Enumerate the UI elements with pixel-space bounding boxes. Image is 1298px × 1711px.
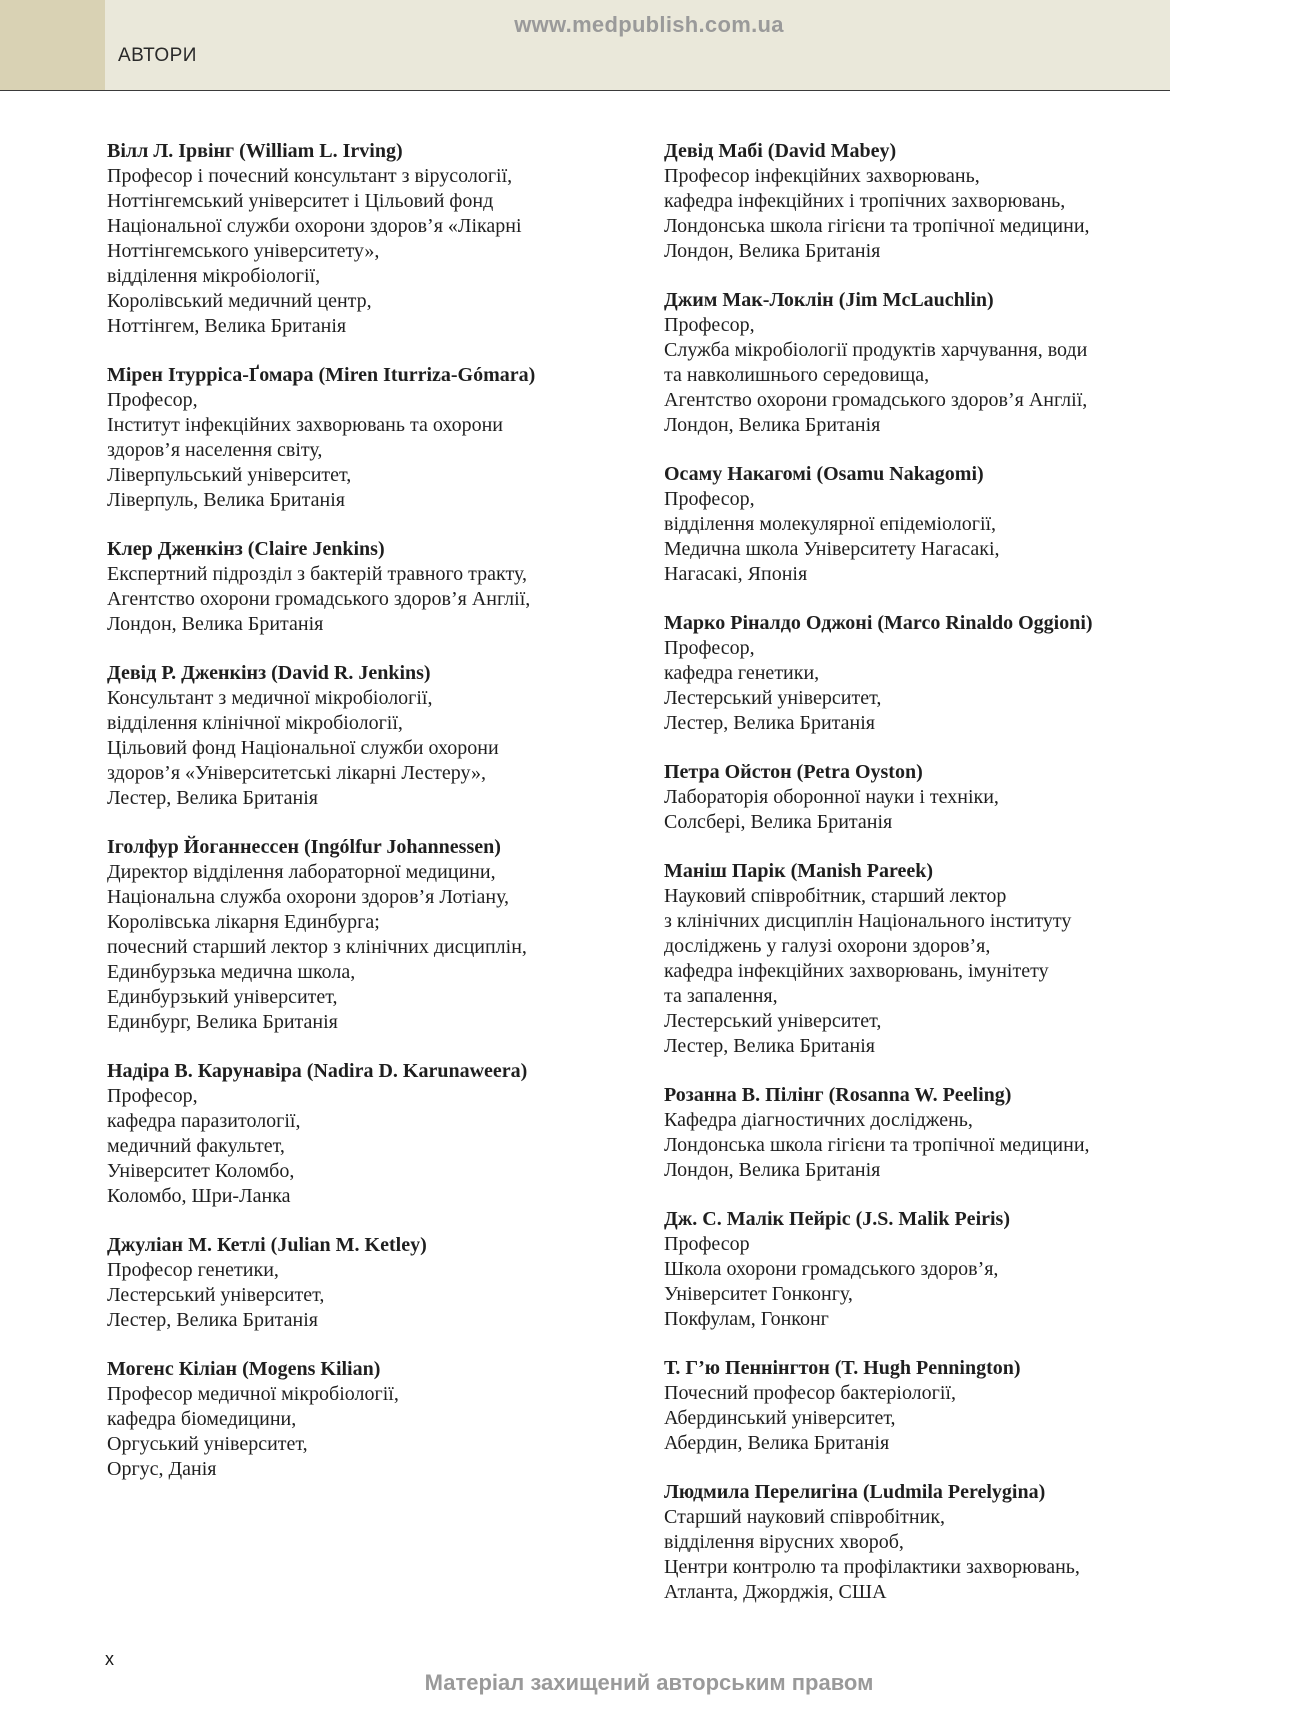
author-name: Розанна В. Пілінг (Rosanna W. Peeling) [664,1084,1012,1106]
author-affiliation-line: Королівський медичний центр, [107,290,372,312]
author-entry [664,611,1184,736]
author-affiliation-line: Агентство охорони громадського здоров’я Англії, [107,588,531,610]
author-name: Іголфур Йоганнессен (Ingólfur Johannessen) [107,836,501,858]
author-affiliation-line: Агентство охорони громадського здоров’я Англії, [664,389,1088,411]
author-affiliation-line: Професор інфекційних захворювань, [664,165,980,187]
author-affiliation-line: Лестерський університет, [664,1010,882,1032]
author-name: Осаму Накагомі (Osamu Nakagomi) [664,463,984,485]
author-affiliation-line: відділення молекулярної епідеміології, [664,513,997,535]
author-name: Петра Ойстон (Petra Oyston) [664,761,923,783]
author-affiliation-line: Оргуський університет, [107,1433,308,1455]
author-affiliation-line: Директор відділення лабораторної медицини, [107,861,496,883]
author-affiliation-line: Цільовий фонд Національної служби охорони [107,737,499,759]
author-affiliation-line: Лондон, Велика Британія [664,1159,881,1181]
author-affiliation-line: Единбурзький університет, [107,986,338,1008]
author-affiliation-line: Лабораторія оборонної науки і техніки, [664,786,999,808]
author-affiliation-line: Професор генетики, [107,1259,279,1281]
author-entry [664,1207,1184,1332]
author-affiliation-line: Лондонська школа гігієни та тропічної медицини, [664,215,1090,237]
author-affiliation-line: Ноттінгемський університет і Цільовий фонд [107,190,494,212]
author-affiliation-line: Національна служба охорони здоров’я Лотіану, [107,886,510,908]
author-affiliation-line: Науковий співробітник, старший лектор [664,885,1007,907]
author-affiliation-line: Единбург, Велика Британія [107,1011,338,1033]
author-name: Людмила Перелигіна (Ludmila Perelygina) [664,1481,1046,1503]
author-affiliation-line: Професор медичної мікробіології, [107,1383,399,1405]
author-affiliation-line: Солсбері, Велика Британія [664,811,893,833]
author-entry [107,363,627,513]
author-affiliation-line: Лестер, Велика Британія [664,1035,875,1057]
author-affiliation-line: Лондон, Велика Британія [664,414,881,436]
author-affiliation-line: та запалення, [664,985,778,1007]
author-affiliation-line: Единбурзька медична школа, [107,961,356,983]
author-entry [664,462,1184,587]
author-name: Девід Мабі (David Mabey) [664,140,897,162]
author-affiliation-line: Лестер, Велика Британія [107,1309,318,1331]
author-entry [107,1357,627,1482]
section-label: АВТОРИ [118,45,197,66]
author-affiliation-line: Університет Гонконгу, [664,1283,853,1305]
author-affiliation-line: кафедра біомедицини, [107,1408,297,1430]
author-name: Надіра В. Карунавіра (Nadira D. Karunaweera) [107,1060,528,1082]
author-name: Марко Рінaлдо Оджоні (Marco Rinaldo Oggioni) [664,612,1093,634]
author-affiliation-line: здоров’я населення світу, [107,439,323,461]
author-name: Клер Дженкінз (Claire Jenkins) [107,538,385,560]
author-affiliation-line: Оргус, Данія [107,1458,217,1480]
author-entry [107,537,627,637]
author-affiliation-line: Лондон, Велика Британія [107,613,324,635]
author-entry [664,1356,1184,1456]
author-affiliation-line: Консультант з медичної мікробіології, [107,687,433,709]
author-affiliation-line: Ліверпуль, Велика Британія [107,489,345,511]
author-name: Дж. С. Малік Пейріс (J.S. Malik Peiris) [664,1208,1010,1230]
author-affiliation-line: Лондон, Велика Британія [664,240,881,262]
author-affiliation-line: Медична школа Університету Нагасакі, [664,538,1000,560]
author-entry [107,1233,627,1333]
author-affiliation-line: кафедра інфекційних захворювань, імунітету [664,960,1049,982]
author-affiliation-line: Лестерський університет, [664,687,882,709]
author-affiliation-line: Професор, [107,1085,198,1107]
author-affiliation-line: Професор і почесний консультант з вірусології, [107,165,513,187]
author-name: Девід Р. Дженкінз (David R. Jenkins) [107,662,431,684]
site-url-watermark: www.medpublish.com.ua [514,12,784,37]
author-affiliation-line: почесний старший лектор з клінічних дисциплін, [107,936,527,958]
author-affiliation-line: досліджень у галузі охорони здоров’я, [664,935,991,957]
author-affiliation-line: Професор [664,1233,750,1255]
author-entry [664,139,1184,264]
author-name: Вілл Л. Ірвінг (William L. Irving) [107,140,403,162]
author-affiliation-line: Абердинський університет, [664,1407,896,1429]
author-affiliation-line: Лондонська школа гігієни та тропічної медицини, [664,1134,1090,1156]
author-entry [107,1059,627,1209]
author-affiliation-line: Професор, [107,389,198,411]
author-affiliation-line: Служба мікробіології продуктів харчування, води [664,339,1088,361]
author-affiliation-line: Нагасакі, Японія [664,563,808,585]
author-affiliation-line: кафедра інфекційних і тропічних захворювань, [664,190,1066,212]
author-entry [664,760,1184,835]
author-affiliation-line: Лестер, Велика Британія [107,787,318,809]
author-affiliation-line: Атланта, Джорджія, США [664,1581,887,1603]
author-name: Маніш Парік (Manish Pareek) [664,860,933,882]
author-entry [664,1480,1184,1605]
author-affiliation-line: Ноттінгемського університету», [107,240,380,262]
author-affiliation-line: Почесний професор бактеріології, [664,1382,956,1404]
author-affiliation-line: Інститут інфекційних захворювань та охорони [107,414,503,436]
author-entry [107,661,627,811]
author-affiliation-line: Професор, [664,488,755,510]
author-name: Джим Мак-Локлін (Jim McLauchlin) [664,289,994,311]
author-name: Т. Г’ю Пеннінгтон (T. Hugh Pennington) [664,1357,1021,1379]
author-affiliation-line: з клінічних дисциплін Національного інституту [664,910,1072,932]
author-affiliation-line: Лестер, Велика Британія [664,712,875,734]
author-name: Джуліан М. Кетлі (Julian M. Ketley) [107,1234,427,1256]
author-affiliation-line: Коломбо, Шри-Ланка [107,1185,291,1207]
author-affiliation-line: Університет Коломбо, [107,1160,295,1182]
author-affiliation-line: Професор, [664,314,755,336]
author-affiliation-line: Лестерський університет, [107,1284,325,1306]
author-affiliation-line: кафедра паразитології, [107,1110,301,1132]
author-affiliation-line: медичний факультет, [107,1135,285,1157]
author-affiliation-line: Кафедра діагностичних досліджень, [664,1109,973,1131]
author-entry [664,1083,1184,1183]
author-affiliation-line: Ноттінгем, Велика Британія [107,315,347,337]
author-entry [664,288,1184,438]
copyright-watermark: Матеріал захищений авторським правом [424,1670,874,1695]
author-affiliation-line: Національної служби охорони здоров’я «Лікарні [107,215,522,237]
author-affiliation-line: Ліверпульський університет, [107,464,352,486]
right-column [664,139,1184,1629]
author-affiliation-line: Королівська лікарня Единбурга; [107,911,380,933]
author-affiliation-line: Експертний підрозділ з бактерій травного тракту, [107,563,527,585]
author-affiliation-line: здоров’я «Університетські лікарні Лестеру», [107,762,486,784]
author-name: Мірен Ітурріса-Ґомара (Miren Iturriza-Gómara) [107,364,536,386]
author-affiliation-line: Центри контролю та профілактики захворювань, [664,1556,1080,1578]
author-affiliation-line: кафедра генетики, [664,662,820,684]
author-affiliation-line: та навколишнього середовища, [664,364,930,386]
page-number: x [105,1649,114,1669]
left-column [107,139,627,1506]
author-entry [664,859,1184,1059]
author-affiliation-line: Покфулам, Гонконг [664,1308,829,1330]
author-affiliation-line: відділення клінічної мікробіології, [107,712,403,734]
author-affiliation-line: відділення мікробіології, [107,265,321,287]
author-name: Могенс Кіліан (Mogens Kilian) [107,1358,381,1380]
author-affiliation-line: відділення вірусних хвороб, [664,1531,904,1553]
author-affiliation-line: Абердин, Велика Британія [664,1432,890,1454]
author-affiliation-line: Професор, [664,637,755,659]
author-affiliation-line: Школа охорони громадського здоров’я, [664,1258,999,1280]
author-affiliation-line: Старший науковий співробітник, [664,1506,946,1528]
author-entry [107,835,627,1035]
author-entry [107,139,627,339]
